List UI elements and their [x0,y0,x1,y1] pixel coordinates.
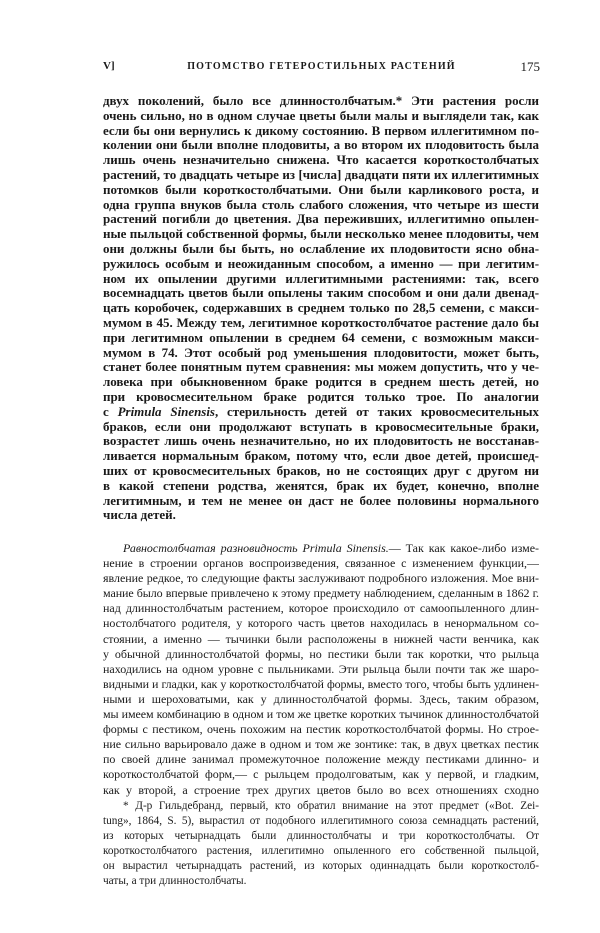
text-line: ными и шероховатыми, как у длинностолбчатой формы. Здесь, таким образом, [103,691,539,706]
text-line: двух поколений, было все длинностолбчатым.* Эти растения росли [103,94,539,108]
text-line: в какой степени родства, женятся, брак их будет, конечно, вполне [103,478,539,493]
text-line: растений, то двадцать четыре из [числа] двадцати пяти их иллегитимных [103,167,539,182]
text-line: с Primula Sinensis, стерильность детей от таких кровосмесительных [103,404,539,419]
text-line: из которых четырнадцать были длинностолбчаты и три короткостолбчаты. От [103,830,539,842]
chapter-number: V] [103,60,115,72]
text-line: как у второй, а строение трех других цветов было во всех отношениях сходно [103,782,539,797]
text-line: мумом в 74. Этот особый род уменьшения плодовитости, может быть, [103,345,539,360]
text-line: короткостолбчатой форм,— с рыльцем продолговатым, как у первой, и гладким, [103,767,539,782]
text-line: ностолбчатого родителя, у которого часть цветов находилась в ненормальном со- [103,616,539,631]
text-line: у обычной длинностолбчатой формы, но пестики были так коротки, что рыльца [103,646,539,661]
text-line: по своей длине занимал промежуточное положение между пестиками длинно- и [103,752,539,767]
text-line: * Д-р Гильдебранд, первый, кто обратил внимание на этот предмет («Bot. Zei- [123,800,539,812]
page-number: 175 [520,59,540,74]
text-line: при легитимном опылении в среднем 64 семени, с возможным макси- [103,330,539,345]
running-title: ПОТОМСТВО ГЕТЕРОСТИЛЬНЫХ РАСТЕНИЙ [187,61,456,72]
text-line: если бы они вернулись к дикому состоянию. В первом иллегитимном по- [103,123,539,138]
text-line: ловека при обыкновенном браке родится в среднем шесть детей, но [103,375,539,390]
text-line: мы имеем комбинацию в одном и том же цветке коротких тычинок длинностолбчатой [103,707,539,722]
section-first-line: — Так как какое-либо изме- [388,541,539,555]
section-heading: Равностолбчатая разновидность Primula Sinensis. [123,541,389,555]
text-line: ружилось особым и неожиданным способом, а именно — при легитим- [103,256,539,271]
text-line: легитимным, и тем не менее он даст не более половины нормального [103,493,539,508]
section-primula-equal-styled [103,541,539,798]
text-line: одна группа внуков была столь слабого сложения, что четыре из шести [103,197,539,212]
running-header [103,60,540,78]
text-line: они должны были бы быть, но ослабление их плодовитости ясно обна- [103,241,539,256]
text-line: возрастет лишь очень незначительно, но их плодовитость не восстанав- [103,434,539,449]
text-line: при кровосмесительном браке родится только трое. По аналогии [103,389,539,404]
text-line: короткостолбчатого растения, иллегитимно опыленного его собственной пыльцой, [103,845,539,857]
text-line: над длинностолбчатым растением, которое происходило от самоопыленного длин- [103,601,539,616]
text-line: находились на одном уровне с пыльниками. Эти рыльца были почти так же шаро- [103,661,539,676]
footnote [103,799,539,889]
text-line: формы с пестиком, очень похожим на пестик короткостолбчатой формы. Но строе- [103,722,539,737]
text-line: ном их опылении другими иллегитимными растениями: так, всего [103,271,539,286]
text-line: нение в строении органов воспроизведения, связанное с изменением функции,— [103,556,539,571]
text-line: явление редкое, то следующие факты заслуживают подробного изложения. Мое вни- [103,571,539,586]
text-line: tung», 1864, S. 5), вырастил от подобного иллегитимного союза семнадцать растений, [103,815,539,827]
text-line: восемнадцать цветов были опылены таким способом и они дали двенад- [103,286,539,301]
text-line: мумом в 45. Между тем, легитимное короткостолбчатое растение дало бы [103,315,539,330]
text-line [103,541,539,556]
text-line: браков, если они продолжают вступать в кровосмесительные браки, [103,419,539,434]
main-paragraph [103,94,539,523]
text-line: числа детей. [103,508,176,523]
text-line: мание было впервые привлечено к этому предмету наблюдением, сделанным в 1862 г. [103,586,539,601]
text-line: лишь очень незначительно снижена. Что касается короткостолбчатых [103,153,539,168]
text-line: растений погибли до цветения. Два переживших, иллегитимно опылен- [103,212,539,227]
text-line: видными и гладки, как у короткостолбчатой формы, вместо того, чтобы быть удлинен- [103,676,539,691]
text-line: станет более понятным путем сравнения: мы можем допустить, что у че- [103,360,539,375]
text-line: цать коробочек, содержавших в среднем только по 28,5 семени, с макси- [103,301,539,316]
text-line: колении они были вполне плодовиты, а во втором их плодовитость была [103,138,539,153]
species-name: Primula Sinensis [117,404,215,419]
text-line: ших от кровосмесительных браков, но не состоящих друг с другом ни [103,463,539,478]
text-line: он вырастил четырнадцать растений, из которых одиннадцать были короткостолб- [103,860,539,872]
text-line: стоянии, а именно — тычинки были расположены в нижней части венчика, как [103,631,539,646]
text-line: ные пыльцой собственной формы, были несколько менее плодовиты, чем [103,227,539,242]
text-line: потомков были короткостолбчатыми. Они были карликового роста, и [103,182,539,197]
text-line: очень сильно, но в одном случае цветы были малы и выглядели так, как [103,108,539,123]
text-line: чаты, а три длинностолбчаты. [103,875,247,887]
text-line: ливается нормальным браком, потому что, если двое детей, происшед- [103,449,539,464]
text-line: ние сильно варьировало даже в одном и том же зонтике: так, в двух цветках пестик [103,737,539,752]
